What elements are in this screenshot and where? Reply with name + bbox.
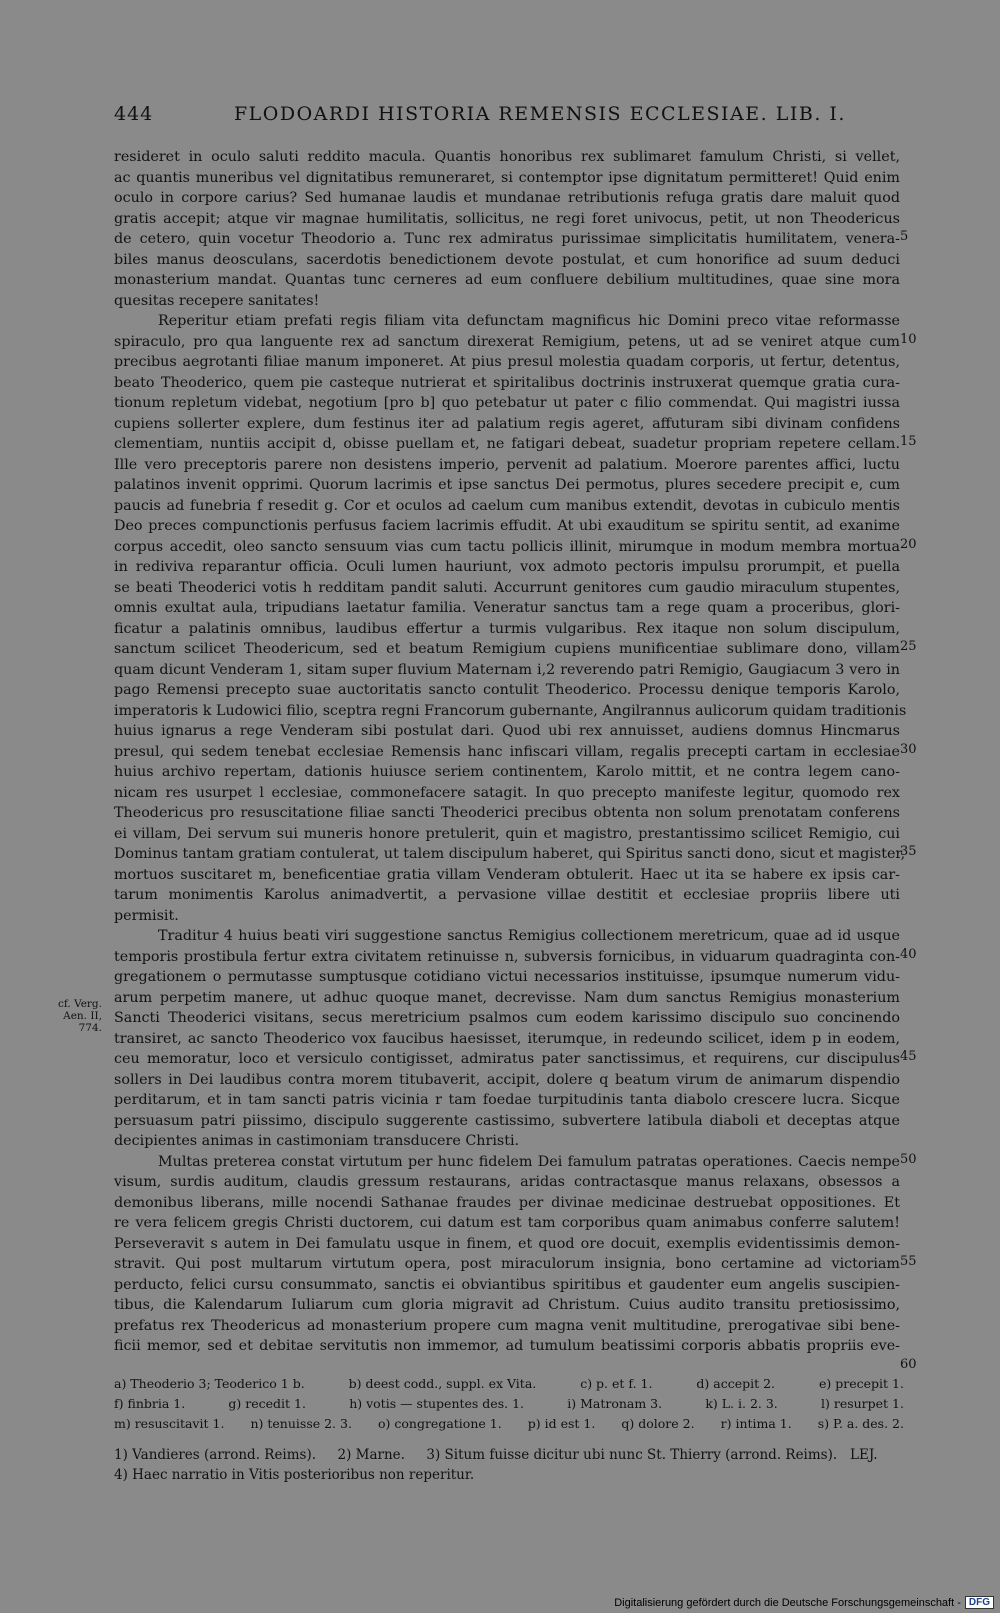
- text-line: Dominus tantam gratiam contulerat, ut talem discipulum haberet, qui Spiritus sancti dono, sicut et magister,: [114, 846, 906, 862]
- text-line: huius archivo repertam, dationis huiusce seriem continentem, Karolo mittit, et ne contra legem cano-: [114, 764, 900, 780]
- text-line: biles manus deosculans, sacerdotis benedictionem devote postulat, et cum honorifice ad suum deduci: [114, 251, 900, 268]
- text-line: in rediviva reparantur officia. Oculi lumen hauriunt, vox admoto pectoris impulsu prorumpit, et puella: [114, 559, 900, 575]
- apparatus-entry: c) p. et f. 1.: [580, 1376, 653, 1391]
- text-line: temporis prostibula fertur extra civitatem retinuisse n, subversis fornicibus, in viduarum quadraginta con-: [114, 948, 900, 965]
- line-number: 5: [900, 229, 909, 244]
- margin-note-line: cf. Verg.: [58, 998, 102, 1010]
- text-line: visum, surdis auditum, claudis gressum restaurans, aridas contractasque manus relaxans, obsessos a: [114, 1174, 900, 1190]
- text-line: mortuos suscitaret m, beneficentiae gratia villam Venderam obtulerit. Haec ut ita se habere ex ipsis car-: [114, 866, 900, 883]
- text-line: ceu memoratur, loco et versiculo contigisset, admiratus pater sanctissimus, et requirens, cur discipulus: [114, 1051, 900, 1067]
- text-line: Multas preterea constat virtutum per hunc fidelem Dei famulum patratas operationes. Caecis nempe: [158, 1153, 900, 1170]
- footnote-line: 4) Haec narratio in Vitis posterioribus non reperitur.: [114, 1467, 475, 1483]
- text-line: tarum monimentis Karolus animadvertit, a pervasione villae destitit et ecclesiae propriis libere uti: [114, 887, 900, 903]
- apparatus-entry: e) precepit 1.: [819, 1376, 904, 1391]
- page-header: [114, 103, 904, 133]
- text-line: stravit. Qui post multarum virtutum opera, post miraculorum insignia, bono certamine ad victoriam: [114, 1256, 900, 1272]
- line-number: 60: [900, 1356, 917, 1372]
- text-line: prefatus rex Theodericus ad monasterium propere cum magna venit multitudine, prerogativae sibi bene-: [114, 1317, 900, 1334]
- text-line: presul, qui sedem tenebat ecclesiae Remensis hanc infiscari villam, regalis precepti cartam in ecclesiae: [114, 743, 900, 760]
- running-title: FLODOARDI HISTORIA REMENSIS ECCLESIAE. LIB. I.: [234, 103, 846, 125]
- apparatus-entry: o) congregatione 1.: [378, 1416, 502, 1431]
- text-line: quam dicunt Venderam 1, sitam super fluvium Maternam i,2 reverendo patri Remigio, Gaugiacum 3 vero in: [114, 661, 900, 678]
- apparatus-entry: p) id est 1.: [527, 1416, 596, 1431]
- text-line: beato Theoderico, quem pie casteque nutrierat et spiritalibus doctrinis instruxerat quemque gratia cura-: [114, 374, 900, 391]
- text-line: Traditur 4 huius beati viri suggestione sanctus Remigius collectionem meretricum, quae ad id usque: [158, 928, 900, 944]
- apparatus-entry: n) tenuisse 2. 3.: [250, 1416, 352, 1431]
- text-line: decipientes animas in castimoniam transducere Christi.: [114, 1133, 520, 1149]
- line-number: 30: [900, 741, 917, 757]
- page-number: 444: [114, 103, 154, 125]
- line-number: 10: [900, 331, 917, 347]
- footer: [614, 1596, 994, 1609]
- footnotes: [114, 1445, 904, 1485]
- dfg-logo: DFG: [965, 1596, 994, 1609]
- text-line: monasterium mandat. Quantas tunc cerneres ad eum confluere debilium multitudines, quae sine mora: [114, 272, 900, 288]
- apparatus-entry: f) finbria 1.: [114, 1396, 186, 1411]
- line-number: 25: [900, 639, 917, 654]
- apparatus-entry: l) resurpet 1.: [821, 1396, 904, 1411]
- text-line: corpus accedit, oleo sancto sensuum vias cum tactu pollicis illinit, mirumque in modum membra mortua: [114, 538, 900, 555]
- text-line: re vera felicem gregis Christi ductorem, cui datum est tam corporibus quam animabus conferre salutem!: [114, 1215, 900, 1231]
- text-line: imperatoris k Ludowici filio, sceptra regni Francorum gubernante, Angilrannus aulicorum quidam traditionis: [114, 702, 907, 719]
- text-line: Perseveravit s autem in Dei famulatu usque in finem, et quod ore docuit, exemplis evidentissimis demon-: [114, 1235, 900, 1252]
- apparatus-row: [114, 1374, 904, 1394]
- apparatus-row: [114, 1414, 904, 1434]
- apparatus-entry: m) resuscitavit 1.: [114, 1416, 225, 1431]
- text-line: permisit.: [114, 907, 179, 924]
- text-line: sanctum scilicet Theodericum, sed et beatum Remigium cupiens munificentiae sublimare dono, villam: [114, 641, 900, 657]
- text-line: persuasum patri piissimo, discipulo suggerente castissimo, subvertere latibula diaboli et deceptas atque: [114, 1112, 900, 1129]
- line-number: 35: [900, 844, 917, 859]
- text-line: transiret, ac sancto Theoderico vox faucibus haesisset, iterumque, in redeundo scilicet, idem p in eodem,: [114, 1030, 900, 1047]
- text-line: Deo preces compunctionis perfusus faciem lacrimis effudit. At ubi exauditum se spiritu sentit, ad exanime: [114, 518, 900, 534]
- text-line: huius ignarus a rege Venderam sibi postulat dari. Quod ubi rex annuisset, audiens domnus Hincmarus: [114, 723, 900, 739]
- apparatus-entry: a) Theoderio 3; Teoderico 1 b.: [114, 1376, 305, 1391]
- margin-note-line: Aen. II, 774.: [63, 1010, 102, 1034]
- critical-apparatus: [114, 1374, 904, 1434]
- text-line: ficii memor, sed et debitae servitutis non immemor, ad tumulum beatissimi corporis abbatis propriis eve-: [114, 1338, 900, 1354]
- text-line: spiraculo, pro qua languente rex ad sanctum direxerat Remigium, petens, ut ad se veniret atque cum: [114, 333, 900, 350]
- apparatus-entry: g) recedit 1.: [228, 1396, 306, 1411]
- text-line: ei villam, Dei servum sui muneris honore pretulerit, quin et magistro, prestantissimo scilicet Remigio, cui: [114, 825, 900, 842]
- text-line: Theodericus pro resuscitatione filiae sancti Theoderici precibus obtenta non solum prenotatam conferens: [114, 805, 900, 821]
- apparatus-entry: h) votis — stupentes des. 1.: [349, 1396, 524, 1411]
- footnote-line: 1) Vandieres (arrond. Reims). 2) Marne. 3) Situm fuisse dicitur ubi nunc St. Thierry (arrond. Reims). LEJ.: [114, 1447, 878, 1463]
- text-line: ac quantis muneribus vel dignitatibus remuneraret, si contemptor ipse dignitatum permitteret! Quid enim: [114, 169, 900, 186]
- apparatus-entry: k) L. i. 2. 3.: [705, 1396, 778, 1411]
- text-line: gratis accepit; atque vir magnae humilitatis, sollicitus, ne regi foret univocus, petit, ut non Theodericus: [114, 210, 900, 227]
- text-line: de cetero, quin vocetur Theodorio a. Tunc rex admiratus purissimae simplicitatis humilitatem, venera-: [114, 231, 900, 247]
- text-line: tibus, die Kalendarum Iuliarum cum gloria migravit ad Christum. Cuius audito transitu pretiosissimo,: [114, 1297, 900, 1313]
- apparatus-entry: r) intima 1.: [720, 1416, 792, 1431]
- apparatus-entry: b) deest codd., suppl. ex Vita.: [348, 1376, 537, 1391]
- text-line: Reperitur etiam prefati regis filiam vita defunctam magnificus hic Domini preco vitae reformasse: [158, 313, 900, 329]
- text-line: nicam res usurpet l ecclesiae, commonefacere satagit. In quo precepto manifeste legitur, quomodo rex: [114, 784, 900, 801]
- text-line: ficatur a palatinis omnibus, laudibus effertur a turmis vulgaribus. Rex itaque non solum discipulum,: [114, 620, 900, 637]
- line-number: 50: [900, 1151, 917, 1167]
- apparatus-row: [114, 1394, 904, 1414]
- text-line: gregationem o permutasse sumptusque cotidiano victui necessarios instituisse, ipsumque numerum vidu-: [114, 969, 900, 985]
- apparatus-entry: q) dolore 2.: [621, 1416, 695, 1431]
- text-line: pago Remensi precepto suae auctoritatis sancto contulit Theoderico. Processu denique temporis Karolo,: [114, 682, 900, 698]
- text-line: sollers in Dei laudibus contra morem titubaverit, accipit, dolere q beatum virum de animarum dispendio: [114, 1071, 900, 1088]
- line-number: 40: [900, 946, 917, 962]
- text-line: omnis exultat aula, tripudians laetatur familia. Veneratur sanctus tam a rege quam a proceribus, glori-: [114, 600, 900, 616]
- margin-note: [40, 998, 102, 1034]
- text-line: perducto, felici cursu consummato, sanctis ei obviantibus spiritibus et gaudenter eum angelis suscipien-: [114, 1276, 900, 1293]
- line-number: 15: [900, 434, 917, 449]
- line-number: 20: [900, 536, 917, 552]
- text-line: quesitas recepere sanitates!: [114, 292, 320, 309]
- main-text: [114, 147, 907, 1357]
- text-line: resideret in oculo saluti reddito macula. Quantis honoribus rex sublimaret famulum Christi, si vellet,: [114, 149, 900, 165]
- text-line: se beati Theoderici votis h redditam pandit saluti. Accurrunt genitores cum gaudio miraculum stupentes,: [114, 579, 900, 596]
- apparatus-entry: s) P. a. des. 2.: [817, 1416, 904, 1431]
- text-line: tionum repletum videbat, negotium [pro b] quo petebatur ut pater c filio commendat. Qui magistri iussa: [114, 395, 900, 411]
- text-line: arum perpetim manere, ut adhuc quoque manet, decrevisse. Nam dum sanctus Remigius monasterium: [114, 989, 900, 1006]
- line-number: 45: [900, 1049, 917, 1064]
- text-line: perditarum, et in tam sancti patris vicinia r tam foedae turpitudinis tanta diabolo crescere lucra. Sicque: [114, 1092, 900, 1108]
- apparatus-entry: d) accepit 2.: [696, 1376, 776, 1391]
- text-line: paucis ad funebria f resedit g. Cor et oculos ad caelum cum manibus extendit, devotas in cubiculo mentis: [114, 497, 900, 514]
- text-line: Sancti Theoderici visitans, secus meretricium psalmos cum eodem karissimo discipulo suo concinendo: [114, 1010, 900, 1026]
- text-line: cupiens sollerter explere, dum festinus iter ad palatium regis ageret, affuturam sibi divinam confidens: [114, 415, 900, 432]
- footer-text: Digitalisierung gefördert durch die Deutsche Forschungsgemeinschaft -: [614, 1596, 961, 1609]
- apparatus-entry: i) Matronam 3.: [567, 1396, 663, 1411]
- text-line: precibus aegrotanti filiae manum imponeret. At pius presul molestia quadam corporis, ut fertur, detentus,: [114, 354, 900, 370]
- text-line: clementiam, nuntiis accipit d, obisse puellam et, ne fatigari debeat, suadetur propriam repetere cellam.: [114, 436, 900, 452]
- text-line: oculo in corpore carius? Sed humanae laudis et mundanae retributionis refuga gratis dare maluit quod: [114, 190, 900, 206]
- text-line: palatinos invenit opprimi. Quorum lacrimis et ipse sanctus Dei permotus, plures secedere precipit e, cum: [114, 477, 900, 493]
- text-line: demonibus liberans, mille nocendi Sathanae fraudes per divinae medicinae destruebat oppositiones. Et: [114, 1194, 900, 1211]
- line-number: 55: [900, 1254, 917, 1269]
- text-line: Ille vero preceptoris parere non desistens imperio, pervenit ad palatium. Moerore parentes affici, luctu: [114, 456, 900, 473]
